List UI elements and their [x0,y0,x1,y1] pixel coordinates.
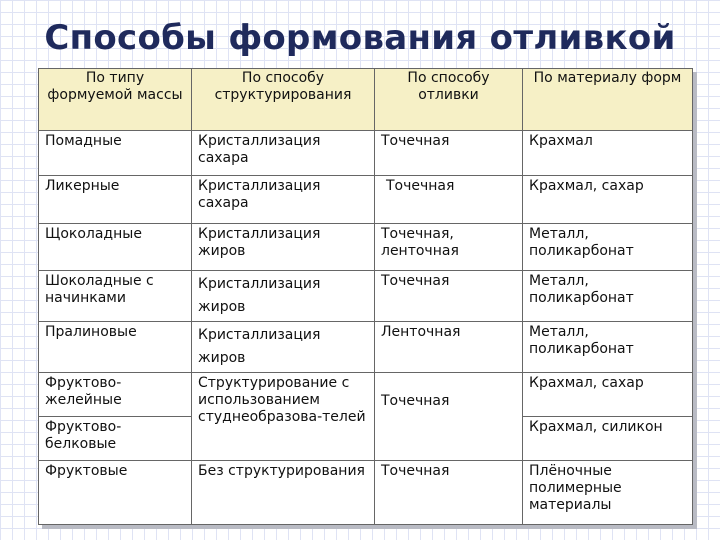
cell-mass: Помадные [39,131,192,176]
cell-structuring: Кристаллизация жиров [192,271,375,322]
table-row [39,271,693,322]
cell-casting: Точечная, ленточная [375,224,523,271]
cell-casting: Точечная [375,373,523,461]
cell-casting: Точечная [375,461,523,525]
cell-structuring: Кристаллизация сахара [192,131,375,176]
table-row [39,176,693,224]
cell-casting: Точечная [375,131,523,176]
cell-casting: Точечная [375,176,523,224]
cell-material: Крахмал, сахар [523,176,693,224]
page-title: Способы формования отливкой [44,18,676,58]
cell-structuring: Без структурирования [192,461,375,525]
cell-material: Крахмал [523,131,693,176]
cell-mass: Фруктово-белковые [39,417,192,461]
table-header-row [39,69,693,131]
table-row [39,461,693,525]
header-casting: По способу отливки [375,69,523,131]
cell-mass: Фруктово-желейные [39,373,192,417]
header-mass-type: По типу формуемой массы [39,69,192,131]
cell-material: Крахмал, силикон [523,417,693,461]
table-row [39,373,693,417]
table-row [39,131,693,176]
cell-mass: Фруктовые [39,461,192,525]
table-row [39,224,693,271]
casting-methods-table [38,68,693,525]
cell-material: Плёночные полимерные материалы [523,461,693,525]
cell-mass: Пралиновые [39,322,192,373]
cell-material: Крахмал, сахар [523,373,693,417]
cell-casting: Точечная [375,271,523,322]
table-row [39,322,693,373]
cell-material: Металл, поликарбонат [523,271,693,322]
cell-structuring: Кристаллизация жиров [192,224,375,271]
cell-structuring: Структурирование с использованием студнеобразова-телей [192,373,375,461]
cell-material: Металл, поликарбонат [523,224,693,271]
cell-mass: Щоколадные [39,224,192,271]
cell-material: Металл, поликарбонат [523,322,693,373]
cell-structuring: Кристаллизация сахара [192,176,375,224]
header-structuring: По способу структурирования [192,69,375,131]
cell-casting: Ленточная [375,322,523,373]
header-form-material: По материалу форм [523,69,693,131]
cell-mass: Ликерные [39,176,192,224]
cell-structuring: Кристаллизация жиров [192,322,375,373]
cell-mass: Шоколадные с начинками [39,271,192,322]
